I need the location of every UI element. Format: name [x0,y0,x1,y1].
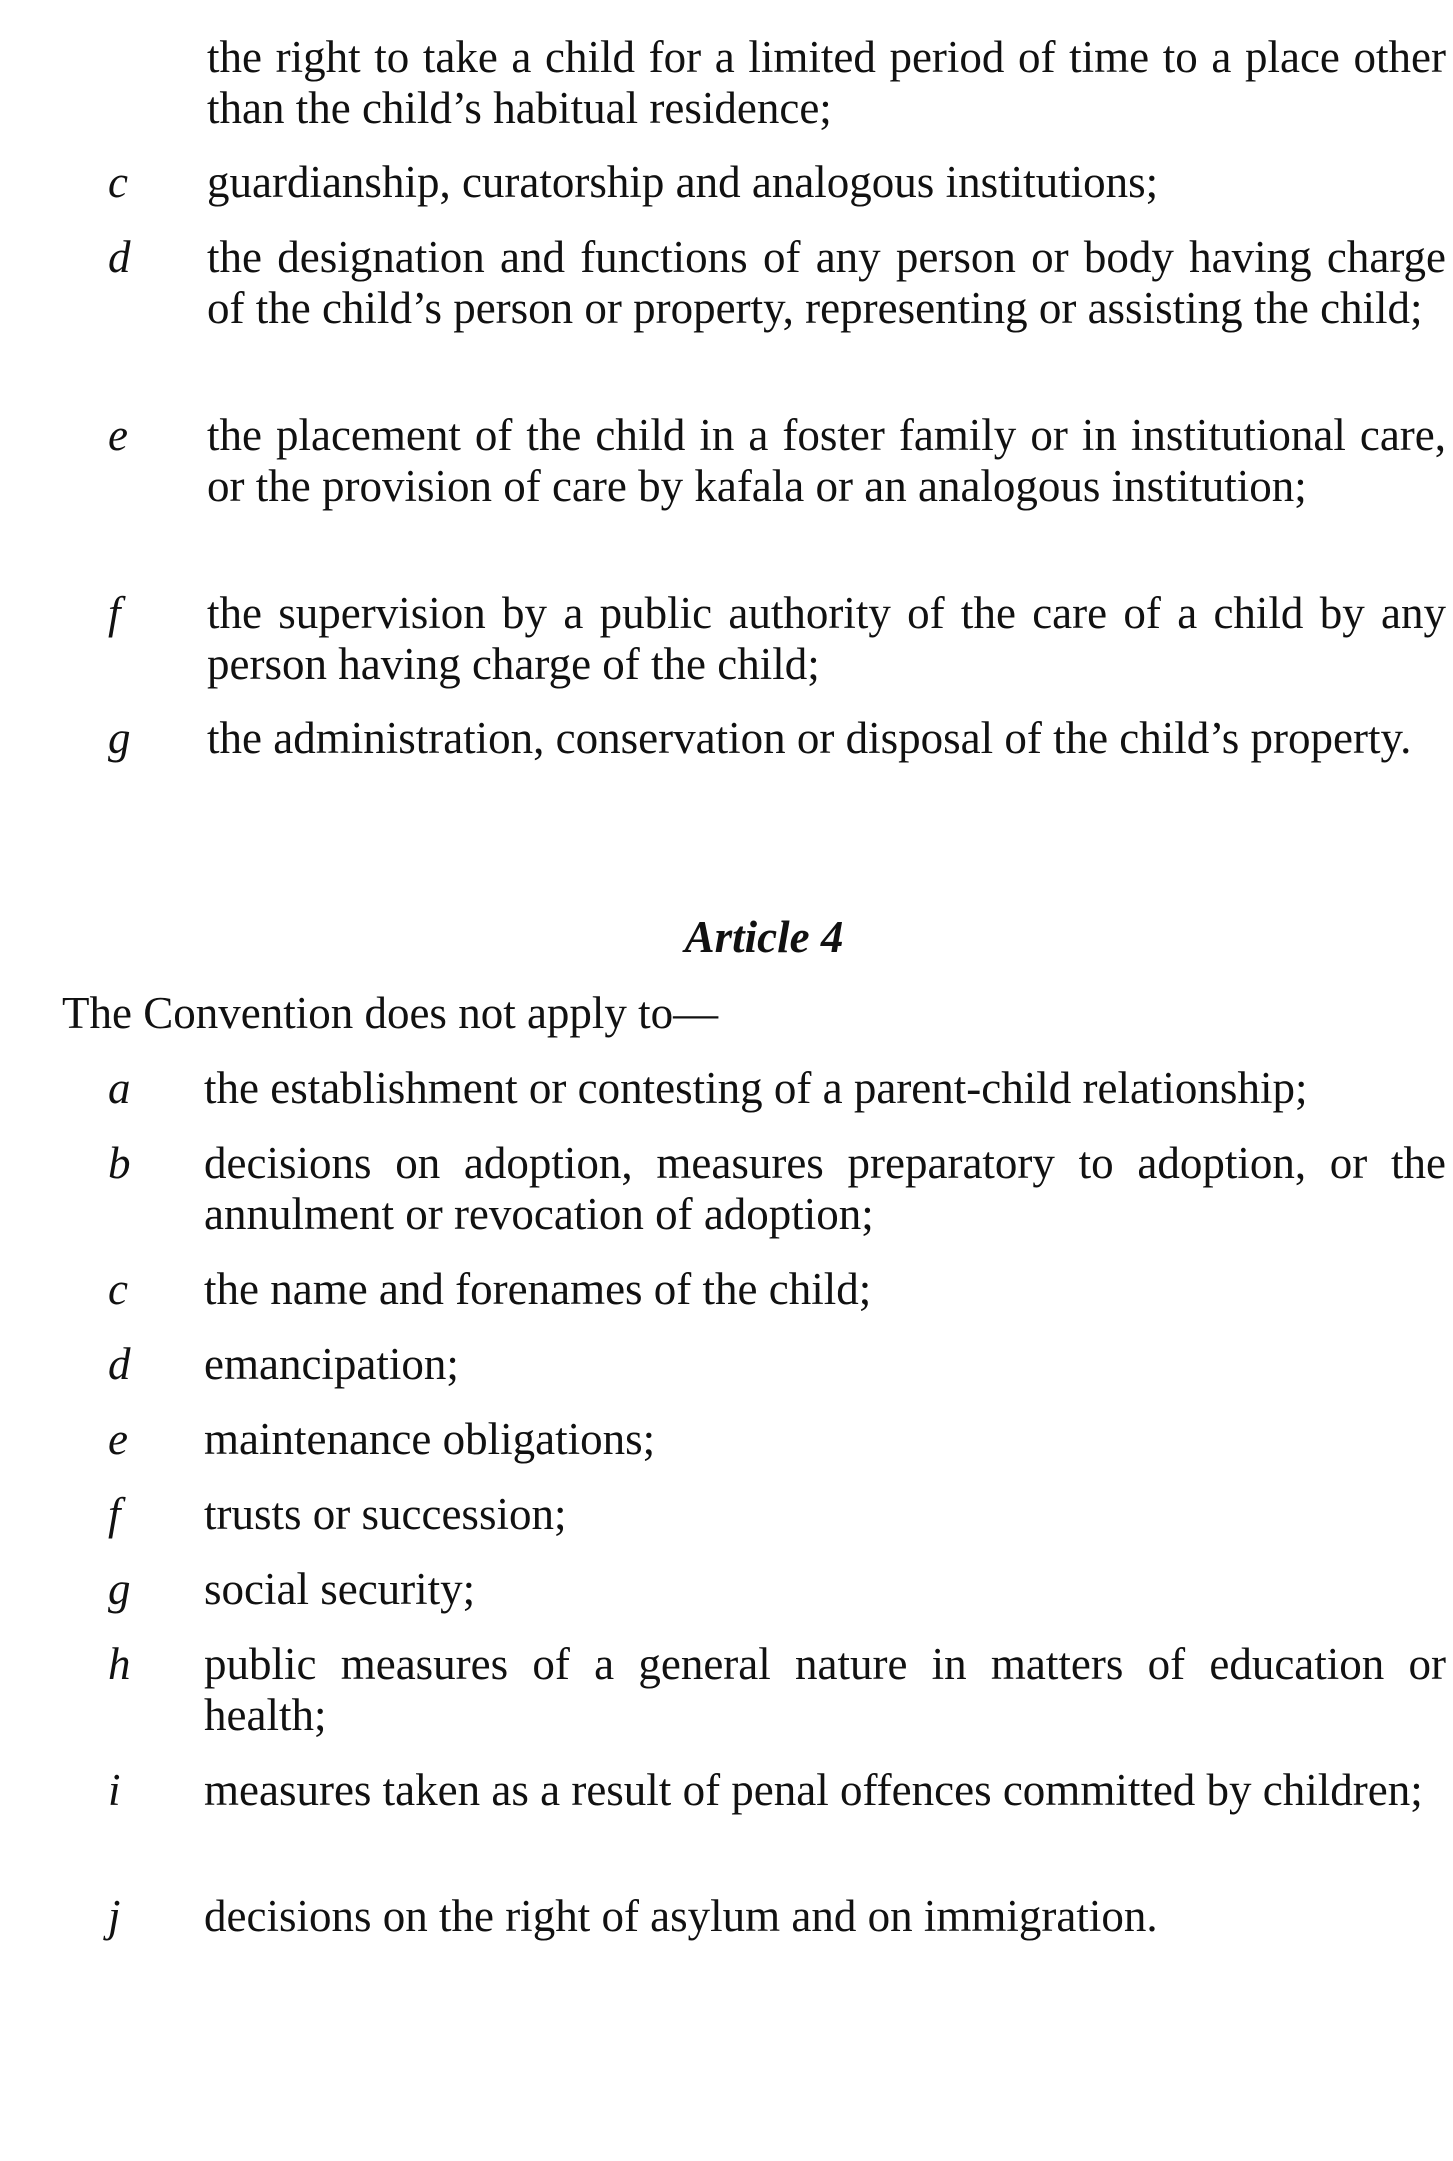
item-text: the designation and functions of any person or body having charge of the child’s person or property, representing or assisting the child; [207,232,1446,333]
item-text: the establishment or contesting of a parent-child relationship; [204,1063,1308,1113]
item-text: guardianship, curatorship and analogous institutions; [207,157,1159,207]
item-letter: j [108,1891,121,1941]
item-text: maintenance obligations; [204,1414,656,1464]
item-letter: e [108,410,128,460]
continuation-text: the right to take a child for a limited period of time to a place other than the child’s habitual residence; [207,32,1446,133]
item-letter: e [108,1414,128,1464]
item-text: public measures of a general nature in matters of education or health; [204,1639,1446,1740]
item-text: the placement of the child in a foster family or in institutional care, or the provision of care by kafala or an analogous institution; [207,410,1446,511]
item-text: the administration, conservation or disposal of the child’s property. [207,713,1412,763]
item-text: the name and forenames of the child; [204,1264,872,1314]
item-letter: c [108,1264,128,1314]
item-text: decisions on adoption, measures preparatory to adoption, or the annulment or revocation of adoption; [204,1138,1446,1239]
item-text: social security; [204,1564,476,1614]
item-letter: g [108,713,131,763]
item-text: emancipation; [204,1339,459,1389]
item-letter: g [108,1564,131,1614]
item-letter: d [108,232,131,282]
item-letter: f [108,588,121,638]
item-letter: i [108,1765,121,1815]
item-text: trusts or succession; [204,1489,567,1539]
item-letter: h [108,1639,131,1689]
item-text: measures taken as a result of penal offences committed by children; [204,1765,1423,1815]
item-letter: b [108,1138,131,1188]
article-heading: Article 4 [684,912,844,962]
item-letter: d [108,1339,131,1389]
article-intro: The Convention does not apply to— [62,988,719,1038]
item-text: the supervision by a public authority of the care of a child by any person having charge of the child; [207,588,1446,689]
item-letter: a [108,1063,131,1113]
item-letter: c [108,157,128,207]
item-text: decisions on the right of asylum and on immigration. [204,1891,1158,1941]
item-letter: f [108,1489,121,1539]
